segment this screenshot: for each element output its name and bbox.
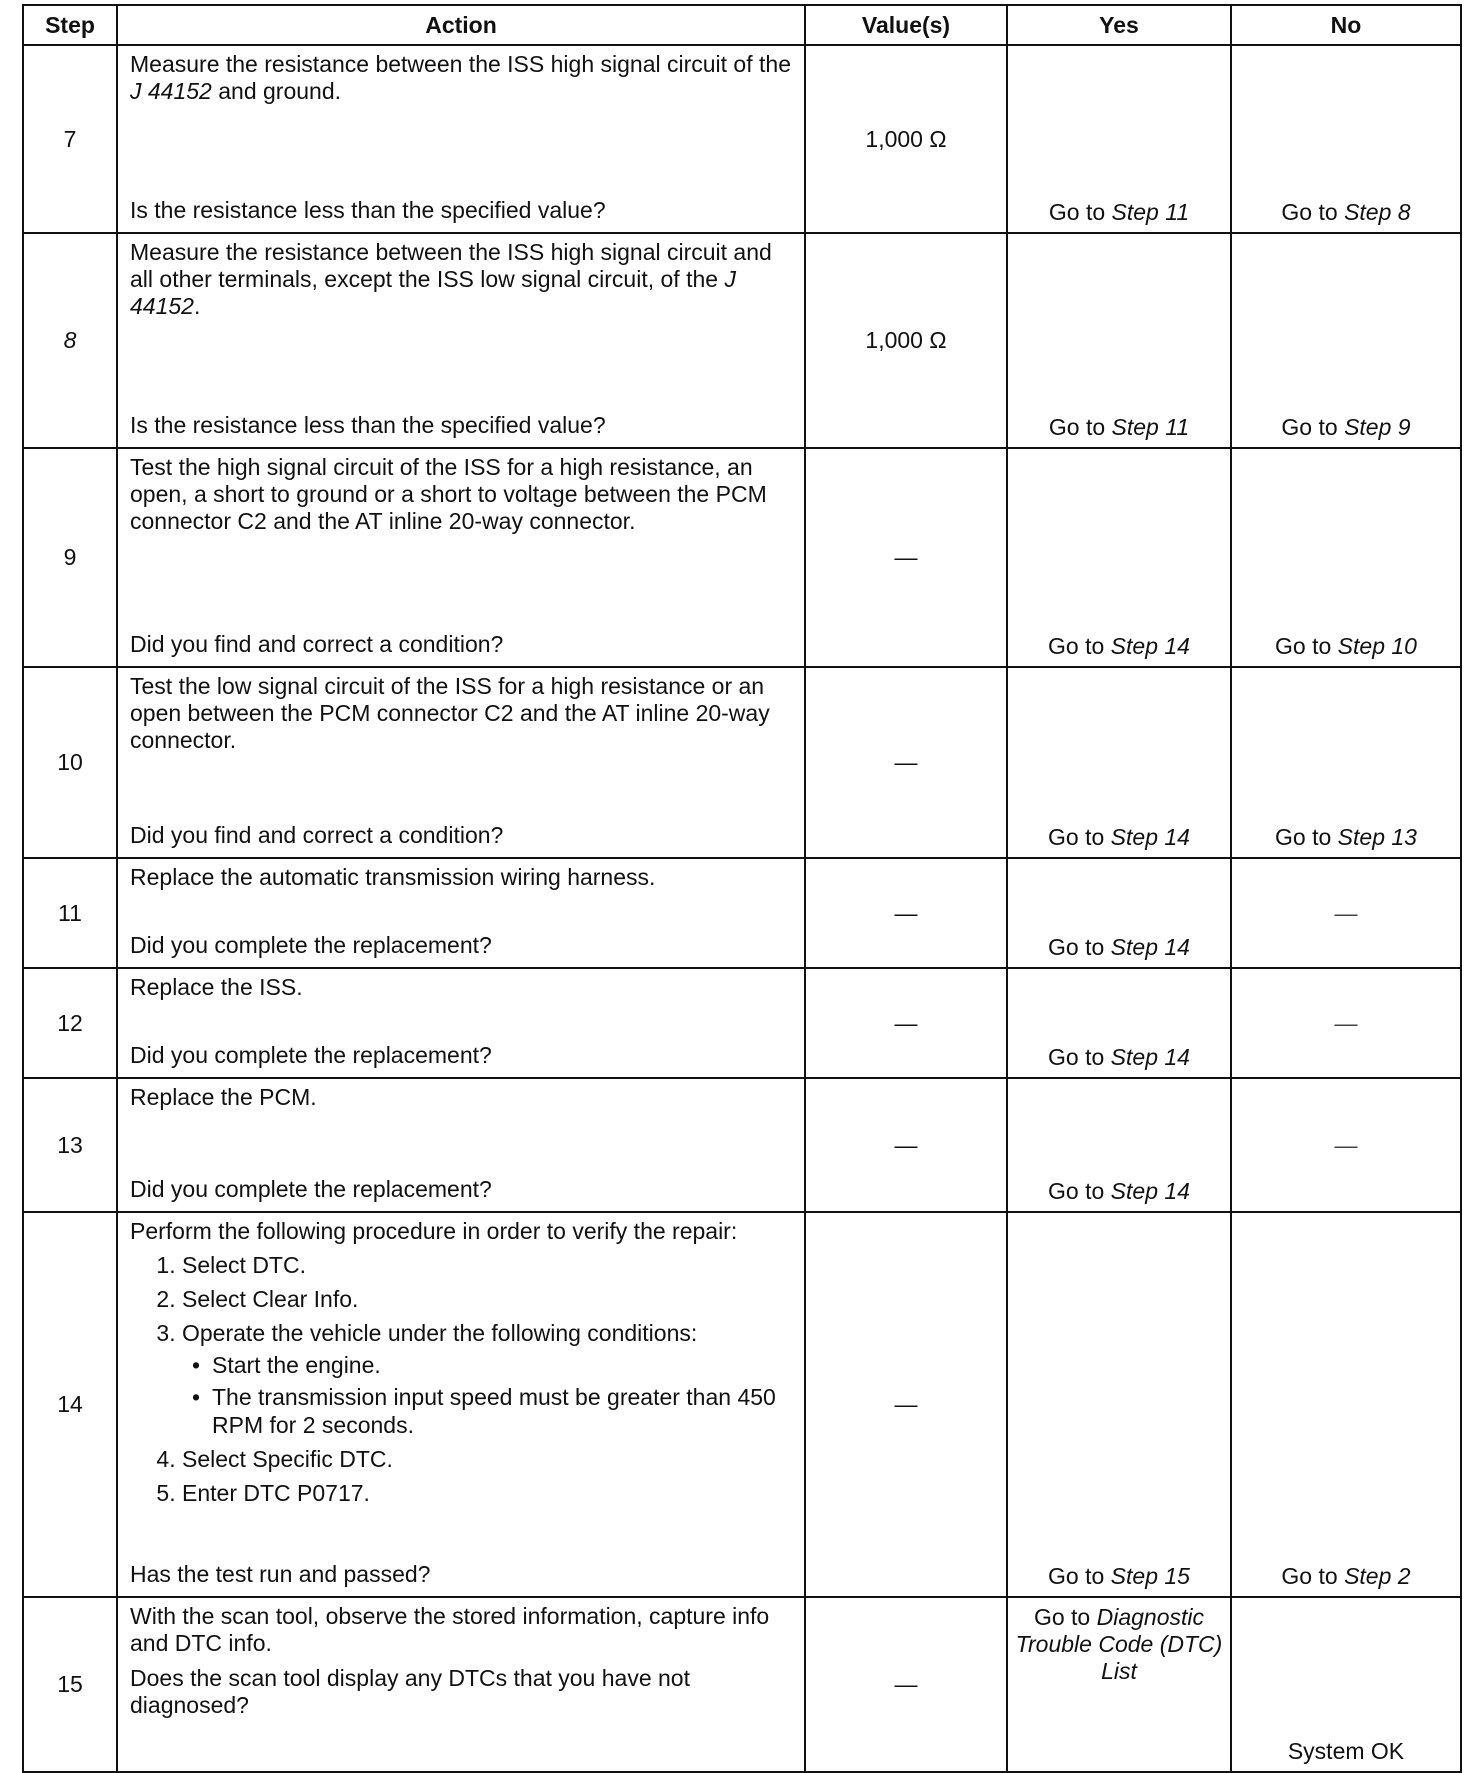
action-text: With the scan tool, observe the stored information, capture info and DTC info. xyxy=(130,1603,770,1656)
value-cell: — xyxy=(805,667,1007,858)
no-link[interactable]: Step 8 xyxy=(1344,199,1411,225)
action-cell xyxy=(117,233,805,448)
tool-ref: J 44152 xyxy=(130,266,736,319)
header-action: Action xyxy=(117,5,805,45)
no-cell: — xyxy=(1231,858,1461,968)
step-number: 13 xyxy=(23,1078,117,1212)
header-row xyxy=(23,5,1461,45)
action-text: Test the low signal circuit of the ISS for a high resistance or an open between the PCM connector C2 and the AT inline 20-way connector. xyxy=(130,673,770,753)
action-text: Measure the resistance between the ISS high signal circuit and all other terminals, except the ISS low signal circuit, of the J 44152. xyxy=(130,239,772,319)
action-cell xyxy=(117,1078,805,1212)
action-cell xyxy=(117,667,805,858)
action-question: Is the resistance less than the specified value? xyxy=(130,412,606,438)
action-cell xyxy=(117,45,805,233)
no-link[interactable]: Step 2 xyxy=(1344,1563,1411,1589)
action-text: Replace the automatic transmission wiring harness. xyxy=(130,864,656,890)
header-no: No xyxy=(1231,5,1461,45)
tool-ref: J 44152 xyxy=(130,78,212,104)
header-step: Step xyxy=(23,5,117,45)
yes-link[interactable]: Step 14 xyxy=(1110,1178,1190,1204)
step-number: 9 xyxy=(23,448,117,667)
yes-cell[interactable]: Go to Step 14 xyxy=(1007,1078,1231,1212)
no-cell: — xyxy=(1231,968,1461,1078)
table-row xyxy=(23,1597,1461,1772)
yes-link[interactable]: Step 14 xyxy=(1110,1044,1190,1070)
value-cell: — xyxy=(805,1212,1007,1597)
action-question: Did you find and correct a condition? xyxy=(130,631,504,657)
yes-link[interactable]: Step 14 xyxy=(1110,633,1190,659)
value-cell: — xyxy=(805,968,1007,1078)
yes-link[interactable]: Step 14 xyxy=(1110,934,1190,960)
table-row xyxy=(23,858,1461,968)
action-question: Does the scan tool display any DTCs that you have not diagnosed? xyxy=(130,1665,690,1718)
table-row xyxy=(23,448,1461,667)
action-text: Replace the PCM. xyxy=(130,1084,317,1110)
procedure-list xyxy=(130,1251,794,1507)
action-question: Has the test run and passed? xyxy=(130,1561,431,1587)
procedure-step: 2. Select Clear Info. xyxy=(182,1285,794,1313)
no-link[interactable]: Step 13 xyxy=(1337,824,1417,850)
action-question: Did you complete the replacement? xyxy=(130,932,492,958)
value-cell: 1,000 Ω xyxy=(805,233,1007,448)
header-yes: Yes xyxy=(1007,5,1231,45)
step-number: 14 xyxy=(23,1212,117,1597)
yes-link[interactable]: Step 11 xyxy=(1111,414,1190,440)
value-cell: — xyxy=(805,1597,1007,1772)
yes-cell[interactable]: Go to Step 14 xyxy=(1007,858,1231,968)
diagnostic-table xyxy=(22,4,1462,1773)
no-cell: System OK xyxy=(1231,1597,1461,1772)
action-question: Is the resistance less than the specified value? xyxy=(130,197,606,223)
value-cell: — xyxy=(805,448,1007,667)
conditions-list xyxy=(182,1351,794,1439)
yes-link[interactable]: Step 11 xyxy=(1111,199,1190,225)
yes-cell[interactable]: Go to Step 11 xyxy=(1007,45,1231,233)
yes-cell[interactable]: Go to Step 11 xyxy=(1007,233,1231,448)
action-cell xyxy=(117,1212,805,1597)
no-cell[interactable]: Go to Step 8 xyxy=(1231,45,1461,233)
action-cell xyxy=(117,968,805,1078)
step-number: 12 xyxy=(23,968,117,1078)
yes-cell[interactable]: Go to Diagnostic Trouble Code (DTC) List xyxy=(1007,1597,1231,1772)
no-link[interactable]: Step 10 xyxy=(1337,633,1417,659)
yes-cell[interactable]: Go to Step 14 xyxy=(1007,667,1231,858)
step-number: 7 xyxy=(23,45,117,233)
step-number: 8 xyxy=(23,233,117,448)
table-row xyxy=(23,45,1461,233)
action-text: Test the high signal circuit of the ISS for a high resistance, an open, a short to ground or a short to voltage between the PCM connector C2 and the AT inline 20-way connector. xyxy=(130,454,767,534)
step-number: 11 xyxy=(23,858,117,968)
action-cell xyxy=(117,858,805,968)
step-number: 10 xyxy=(23,667,117,858)
table-row xyxy=(23,667,1461,858)
step-number: 15 xyxy=(23,1597,117,1772)
yes-cell[interactable]: Go to Step 15 xyxy=(1007,1212,1231,1597)
table-row xyxy=(23,1212,1461,1597)
yes-cell[interactable]: Go to Step 14 xyxy=(1007,448,1231,667)
no-link[interactable]: Step 9 xyxy=(1344,414,1411,440)
header-values: Value(s) xyxy=(805,5,1007,45)
action-cell xyxy=(117,1597,805,1772)
no-cell[interactable]: Go to Step 9 xyxy=(1231,233,1461,448)
action-question: Did you find and correct a condition? xyxy=(130,822,504,848)
value-cell: — xyxy=(805,858,1007,968)
value-cell: 1,000 Ω xyxy=(805,45,1007,233)
table-row xyxy=(23,968,1461,1078)
procedure-step: 5. Enter DTC P0717. xyxy=(182,1479,794,1507)
yes-cell[interactable]: Go to Step 14 xyxy=(1007,968,1231,1078)
procedure-step: 3. Operate the vehicle under the following conditions: • Start the engine. • The transmission input speed must be greater than 450 RPM for 2 seconds. xyxy=(182,1319,794,1439)
table-row xyxy=(23,233,1461,448)
value-cell: — xyxy=(805,1078,1007,1212)
condition-item: • The transmission input speed must be greater than 450 RPM for 2 seconds. xyxy=(212,1383,794,1439)
action-question: Did you complete the replacement? xyxy=(130,1042,492,1068)
yes-link[interactable]: Diagnostic Trouble Code (DTC) List xyxy=(1015,1604,1223,1684)
table-row xyxy=(23,1078,1461,1212)
no-cell[interactable]: Go to Step 2 xyxy=(1231,1212,1461,1597)
no-cell[interactable]: Go to Step 10 xyxy=(1231,448,1461,667)
no-cell[interactable]: Go to Step 13 xyxy=(1231,667,1461,858)
action-cell xyxy=(117,448,805,667)
action-text: Replace the ISS. xyxy=(130,974,303,1000)
action-text: Measure the resistance between the ISS high signal circuit of the J 44152 and ground. xyxy=(130,51,791,104)
no-cell: — xyxy=(1231,1078,1461,1212)
procedure-step: 1. Select DTC. xyxy=(182,1251,794,1279)
procedure-step: 4. Select Specific DTC. xyxy=(182,1445,794,1473)
action-question: Did you complete the replacement? xyxy=(130,1176,492,1202)
yes-link[interactable]: Step 15 xyxy=(1110,1563,1190,1589)
action-text: Perform the following procedure in order to verify the repair: xyxy=(130,1218,738,1244)
condition-item: • Start the engine. xyxy=(212,1351,794,1379)
yes-link[interactable]: Step 14 xyxy=(1110,824,1190,850)
